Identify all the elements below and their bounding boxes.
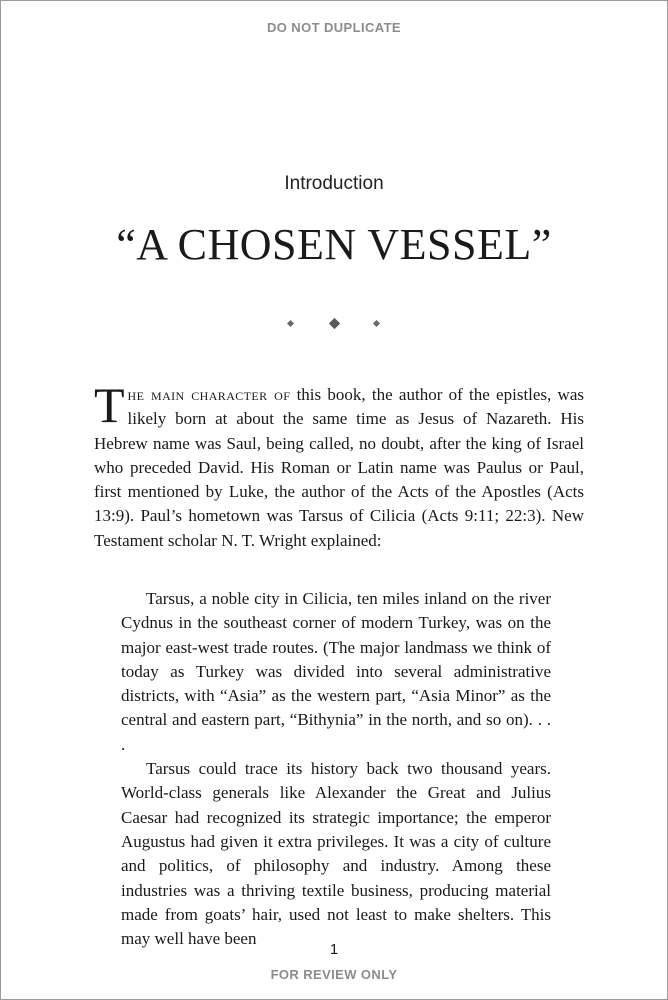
opening-paragraph xyxy=(94,377,584,553)
opening-small-caps: he main character of xyxy=(127,385,291,404)
chapter-kicker: Introduction xyxy=(284,173,384,194)
chapter-title: “A CHOSEN VESSEL” xyxy=(116,220,552,269)
opening-text: this book, the author of the epistles, was likely born at about the same time as Jesus of Nazareth. His Hebrew name was Saul, being called, no doubt, after the king of Israel who preceded David. His Roman or Latin name was Paulus or Paul, first mentioned by Luke, the author of the Acts of the Apostles (Acts 13:9). Paul’s hometown was Tarsus of Cilicia (Acts 9:11; 22:3). New Testament scholar N. T. Wright explained: xyxy=(94,385,584,550)
drop-cap: T xyxy=(94,377,125,433)
quote-paragraph-2: Tarsus could trace its history back two thousand years. World-class generals like Alexander the Great and Julius Caesar had recognized its strategic importance; the emperor Augustus had given it extra privileges. It was a city of culture and politics, of philosophy and industry. Among these industries was a thriving textile business, producing material made from goats’ hair, used not least to make shelters. This may well have been xyxy=(121,759,551,949)
diamond-rule-divider-icon xyxy=(220,314,450,334)
block-quote xyxy=(121,587,551,951)
watermark-bottom: FOR REVIEW ONLY xyxy=(270,967,398,982)
watermark-top: DO NOT DUPLICATE xyxy=(267,20,401,35)
page-number: 1 xyxy=(329,941,339,958)
quote-paragraph-1: Tarsus, a noble city in Cilicia, ten miles inland on the river Cydnus in the southeast corner of modern Turkey, was on the major east-west trade routes. (The major landmass we think of today as Turkey was divided into several administrative districts, with “Asia” as the western part, “Asia Minor” as the central and eastern part, “Bithynia” in the north, and so on). . . . xyxy=(121,589,551,754)
